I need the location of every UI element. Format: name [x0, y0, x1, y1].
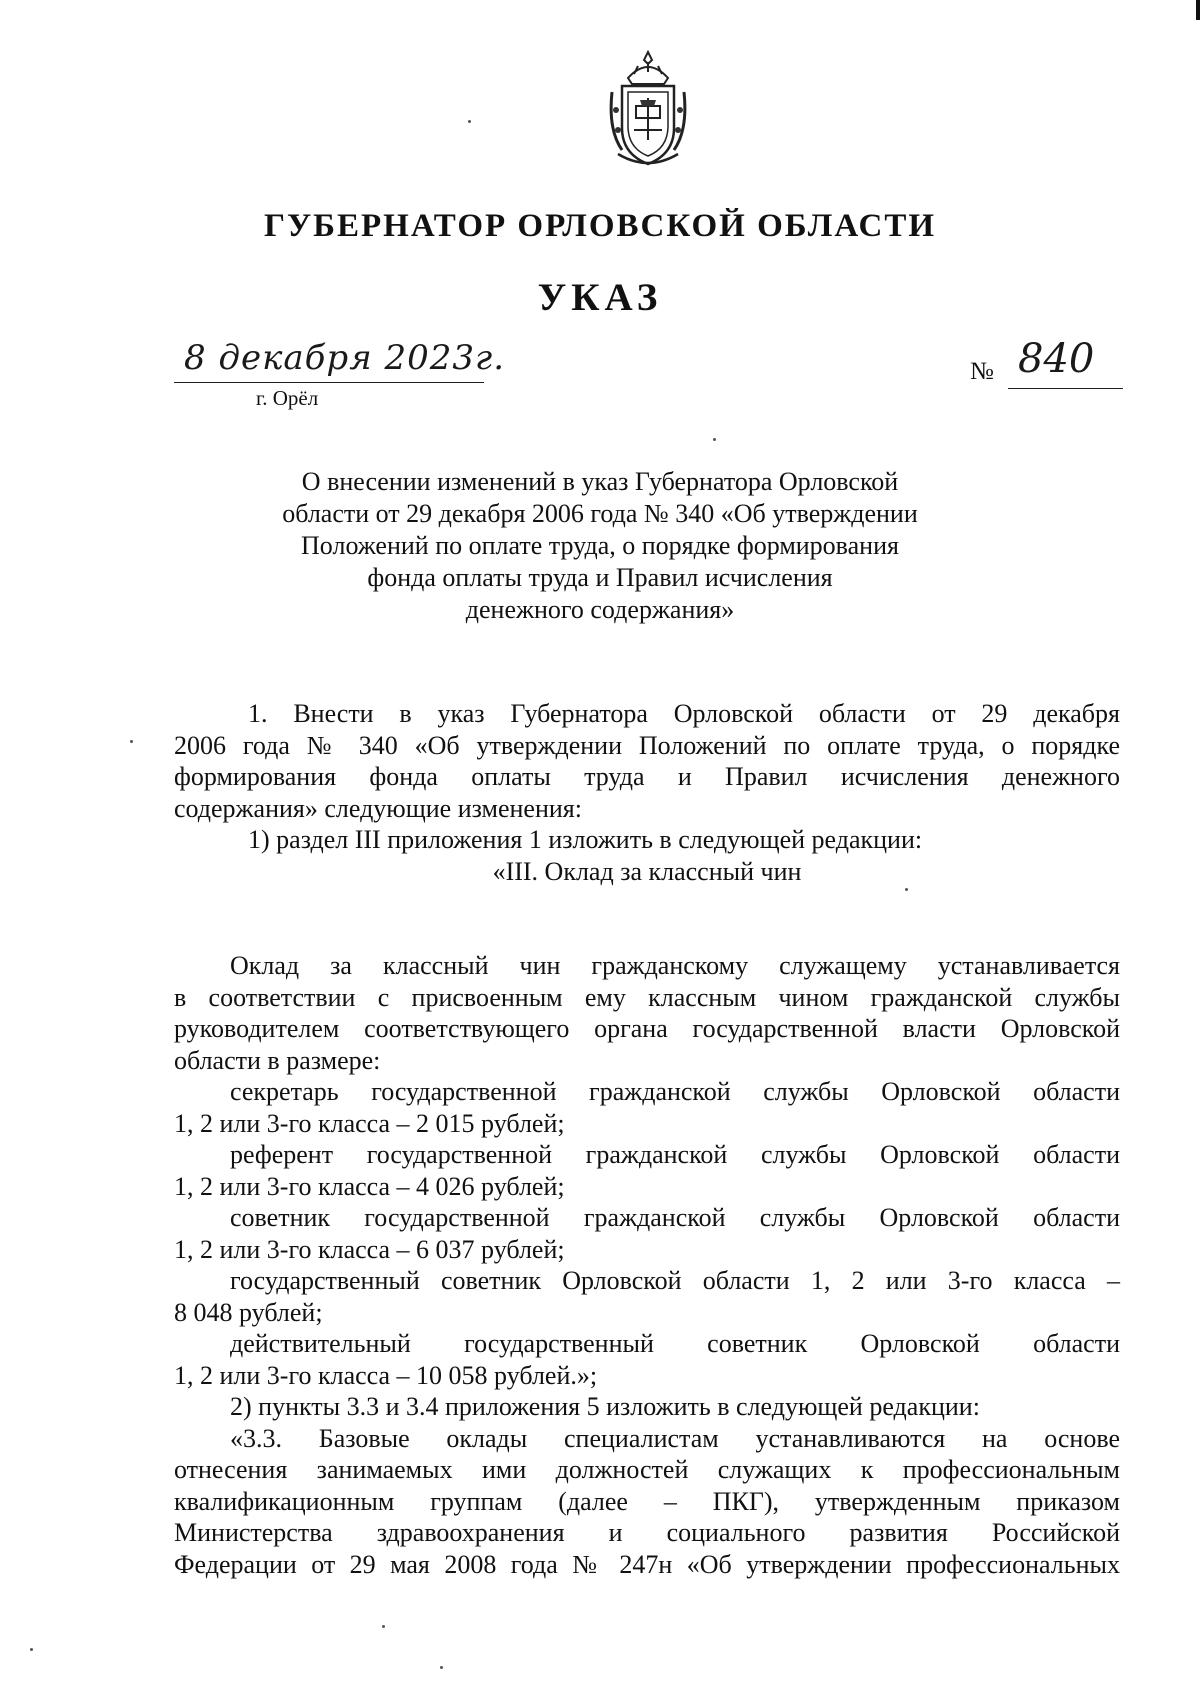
- paragraph-3-line: Федерации от 29 мая 2008 года № 247н «Об утверждении профессиональных: [174, 1549, 1120, 1579]
- paragraph-3-line: отнесения занимаемых ими должностей служащих к профессиональным: [174, 1455, 1120, 1484]
- title-line: области от 29 декабря 2006 года № 340 «Об утверждении: [282, 499, 918, 528]
- blank-line: [174, 887, 1120, 919]
- rank-item-line: советник государственной гражданской службы Орловской области: [230, 1203, 1120, 1232]
- title-line: Положений по оплате труда, о порядке формирования: [301, 531, 899, 560]
- paragraph-3-line: Министерства здравоохранения и социального развития Российской: [174, 1518, 1120, 1547]
- document-body: [174, 698, 1120, 1580]
- rank-item-line: 1, 2 или 3-го класса – 6 037 рублей;: [174, 1234, 565, 1264]
- paragraph-2-line: Оклад за классный чин гражданскому служащему устанавливается: [230, 951, 1120, 980]
- subitem-1: 1) раздел III приложения 1 изложить в следующей редакции:: [248, 825, 923, 854]
- rank-item-line: действительный государственный советник Орловской области: [230, 1329, 1120, 1358]
- handwritten-number: 840: [1018, 336, 1095, 382]
- coat-of-arms-emblem: [604, 50, 692, 172]
- issuing-authority: ГУБЕРНАТОР ОРЛОВСКОЙ ОБЛАСТИ: [263, 208, 937, 244]
- title-line: О внесении изменений в указ Губернатора Орловской: [301, 467, 899, 496]
- paragraph-2-line: области в размере:: [174, 1045, 381, 1075]
- scan-speck: [440, 1666, 443, 1669]
- rank-item-line: 1, 2 или 3-го класса – 2 015 рублей;: [174, 1108, 565, 1138]
- date-underline: [174, 382, 484, 383]
- scan-speck: [713, 438, 716, 441]
- paragraph-1-line: 1. Внести в указ Губернатора Орловской области от 29 декабря: [248, 699, 1120, 728]
- paragraph-3-line: квалификационным группам (далее – ПКГ), утвержденным приказом: [174, 1486, 1120, 1516]
- document-type: УКАЗ: [537, 276, 663, 319]
- section-heading: «III. Оклад за классный чин: [492, 856, 802, 886]
- city-label: г. Орёл: [256, 386, 319, 410]
- subitem-2: 2) пункты 3.3 и 3.4 приложения 5 изложить в следующей редакции:: [230, 1392, 980, 1421]
- paragraph-3-line: «3.3. Базовые оклады специалистам устанавливаются на основе: [230, 1423, 1120, 1453]
- paragraph-1-line: 2006 года № 340 «Об утверждении Положений по оплате труда, о порядке: [174, 730, 1120, 760]
- paragraph-2-line: руководителем соответствующего органа государственной власти Орловской: [174, 1014, 1120, 1043]
- paragraph-1-line: содержания» следующие изменения:: [174, 793, 582, 823]
- scan-speck: [130, 740, 133, 743]
- number-sign: №: [970, 358, 994, 385]
- handwritten-date: 8 декабря 2023г.: [184, 338, 506, 378]
- title-line: денежного содержания»: [465, 595, 735, 624]
- rank-item-line: секретарь государственной гражданской службы Орловской области: [230, 1077, 1120, 1106]
- rank-item-line: референт государственной гражданской службы Орловской области: [230, 1140, 1120, 1169]
- scan-speck: [382, 1625, 385, 1628]
- scan-speck: [905, 888, 908, 891]
- scan-edge-mark: [1196, 0, 1200, 20]
- rank-item-line: 1, 2 или 3-го класса – 10 058 рублей.»;: [174, 1360, 598, 1390]
- rank-item-line: государственный советник Орловской области 1, 2 или 3-го класса –: [230, 1266, 1120, 1295]
- scan-speck: [30, 1648, 33, 1651]
- rank-item-line: 8 048 рублей;: [174, 1297, 323, 1327]
- paragraph-1-line: формирования фонда оплаты труда и Правил исчисления денежного: [174, 762, 1120, 791]
- rank-item-line: 1, 2 или 3-го класса – 4 026 рублей;: [174, 1171, 565, 1201]
- title-line: фонда оплаты труда и Правил исчисления: [367, 563, 833, 592]
- paragraph-2-line: в соответствии с присвоенным ему классным чином гражданской службы: [174, 982, 1120, 1012]
- scan-speck: [468, 120, 471, 123]
- number-underline: [1008, 388, 1123, 389]
- document-title: [0, 466, 1200, 626]
- blank-line: [174, 919, 1120, 951]
